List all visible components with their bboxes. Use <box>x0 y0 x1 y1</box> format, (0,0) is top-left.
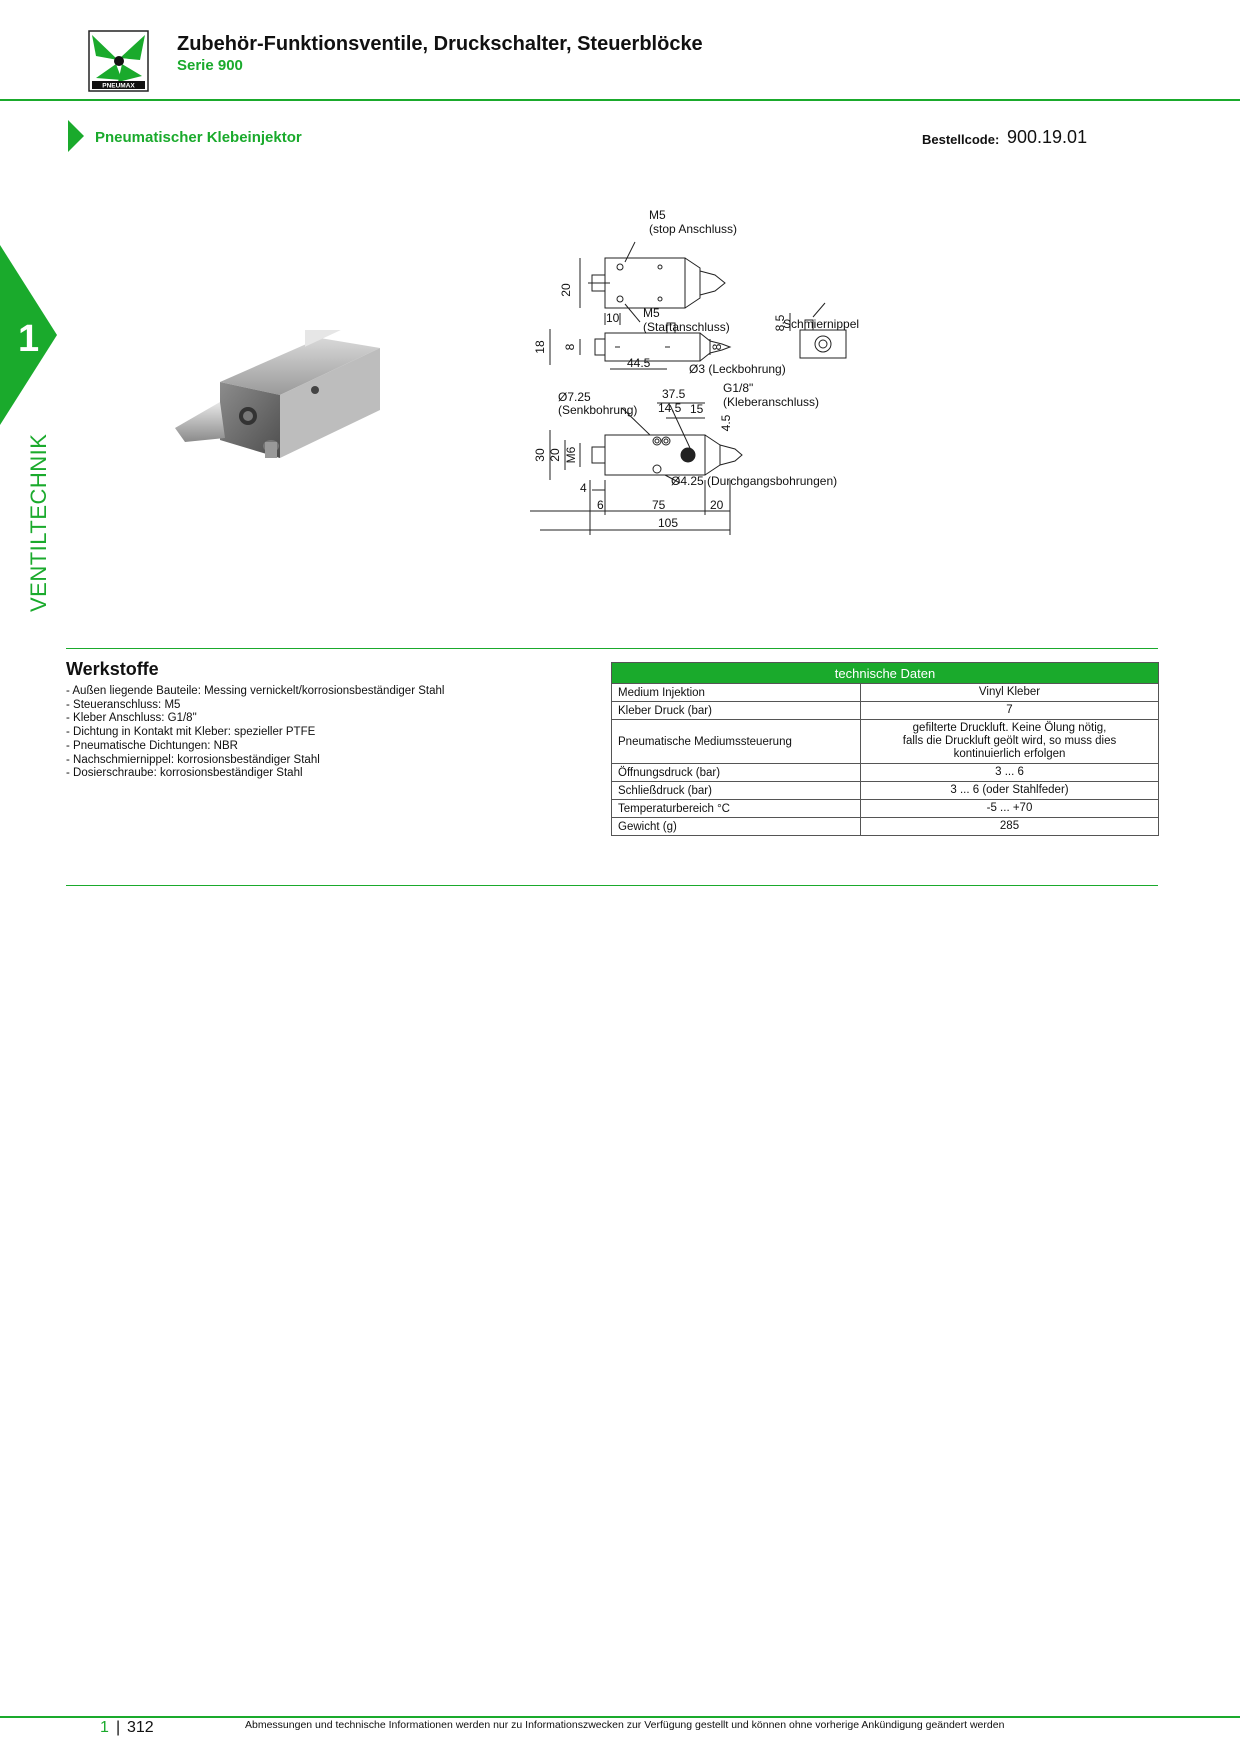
label-dim-15: 15 <box>690 402 704 416</box>
label-m5-stop-desc: (stop Anschluss) <box>649 222 738 236</box>
table-cell-label: Pneumatische Mediumssteuerung <box>612 720 861 764</box>
product-photo <box>165 330 395 470</box>
label-dim-20-bottom: 20 <box>548 448 562 462</box>
header-divider <box>0 99 1240 101</box>
table-cell-label: Schließdruck (bar) <box>612 782 861 800</box>
table-cell-label: Öffnungsdruck (bar) <box>612 764 861 782</box>
label-dim-6: 6 <box>597 498 604 512</box>
tech-data-table <box>611 662 1159 836</box>
table-cell-value: 3 ... 6 (oder Stahlfeder) <box>861 782 1159 800</box>
materials-item: - Dichtung in Kontakt mit Kleber: spezieller PTFE <box>66 726 444 740</box>
label-dim-44-5: 44.5 <box>627 356 651 370</box>
section-divider-top <box>66 648 1158 649</box>
order-code-value: 900.19.01 <box>1007 127 1088 147</box>
label-dim-18: 18 <box>533 340 547 354</box>
materials-item: - Steueranschluss: M5 <box>66 699 444 713</box>
svg-text:PNEUMAX: PNEUMAX <box>102 82 135 90</box>
label-m6: M6 <box>564 446 578 464</box>
label-dim-30: 30 <box>533 448 547 462</box>
table-row <box>612 800 1159 818</box>
label-dim-8-left: 8 <box>563 343 577 351</box>
table-row <box>612 720 1159 764</box>
materials-item: - Pneumatische Dichtungen: NBR <box>66 740 444 754</box>
label-dim-20-right: 20 <box>710 498 724 512</box>
footer-separator: | <box>116 1719 121 1736</box>
label-dim-8-5: 8.5 <box>773 314 787 332</box>
label-schmiernippel: Schmiernippel <box>783 317 860 331</box>
table-row <box>612 702 1159 720</box>
materials-title: Werkstoffe <box>66 659 159 679</box>
label-dim-75: 75 <box>652 498 666 512</box>
label-dim-4-5: 4.5 <box>719 414 733 432</box>
table-cell-label: Medium Injektion <box>612 684 861 702</box>
label-m5-start-desc: (Startanschluss) <box>643 320 730 334</box>
table-row <box>612 818 1159 836</box>
label-dim-37-5: 37.5 <box>662 387 686 401</box>
label-senkbohrung: (Senkbohrung) <box>558 403 638 417</box>
footer-disclaimer: Abmessungen und technische Informationen werden nur zu Informationszwecken zur Verfügung gestellt und können ohne vorherige Ankündigung geändert werden <box>245 1719 1005 1731</box>
table-cell-value: Vinyl Kleber <box>861 684 1159 702</box>
section-title: Pneumatischer Klebeinjektor <box>95 129 302 146</box>
table-cell-value: 3 ... 6 <box>861 764 1159 782</box>
materials-item: - Nachschmiernippel: korrosionsbeständiger Stahl <box>66 754 444 768</box>
page-title: Zubehör-Funktionsventile, Druckschalter, Steuerblöcke <box>177 33 703 55</box>
table-cell-label: Gewicht (g) <box>612 818 861 836</box>
materials-item: - Kleber Anschluss: G1/8" <box>66 712 444 726</box>
label-durchgang: Ø4.25 (Durchgangsbohrungen) <box>671 474 838 488</box>
section-divider-bottom <box>66 885 1158 886</box>
page-number: 312 <box>127 1719 154 1736</box>
label-g18: G1/8" <box>723 381 754 395</box>
label-dim-105: 105 <box>658 516 679 530</box>
tech-table-title: technische Daten <box>612 663 1159 684</box>
table-cell-value: 7 <box>861 702 1159 720</box>
table-cell-label: Kleber Druck (bar) <box>612 702 861 720</box>
table-cell-value: 285 <box>861 818 1159 836</box>
footer-divider <box>0 1716 1240 1718</box>
table-cell-value: -5 ... +70 <box>861 800 1159 818</box>
label-m5-start: M5 <box>643 306 660 320</box>
footer-chapter: 1 <box>100 1719 109 1736</box>
series-label: Serie 900 <box>177 57 243 74</box>
label-dim-10: 10 <box>606 311 620 325</box>
table-row <box>612 782 1159 800</box>
chapter-label: VENTILTECHNIK <box>26 433 51 612</box>
technical-drawing <box>530 205 890 600</box>
order-code-label: Bestellcode: <box>922 132 1000 147</box>
materials-item: - Dosierschraube: korrosionsbeständiger Stahl <box>66 767 444 781</box>
pneumax-logo <box>88 30 149 92</box>
label-dim-7-25-visible: Ø7.25 <box>558 390 591 404</box>
chapter-number: 1 <box>18 318 40 360</box>
section-arrow-icon <box>68 120 84 152</box>
table-row <box>612 684 1159 702</box>
table-cell-label: Temperaturbereich °C <box>612 800 861 818</box>
table-row <box>612 764 1159 782</box>
materials-list <box>66 685 444 781</box>
label-leckbohrung: Ø3 (Leckbohrung) <box>689 362 786 376</box>
label-dim-8-right: 8 <box>710 343 724 351</box>
label-dim-14-5: 14.5 <box>658 401 682 415</box>
label-dim-4: 4 <box>580 481 587 495</box>
label-dim-20-top: 20 <box>559 283 573 297</box>
label-m5-stop: M5 <box>649 208 666 222</box>
materials-item: - Außen liegende Bauteile: Messing vernickelt/korrosionsbeständiger Stahl <box>66 685 444 699</box>
table-cell-value: gefilterte Druckluft. Keine Ölung nötig, falls die Druckluft geölt wird, so muss dies kontinuierlich erfolgen <box>861 720 1159 764</box>
label-kleberanschluss: (Kleberanschluss) <box>723 395 820 409</box>
